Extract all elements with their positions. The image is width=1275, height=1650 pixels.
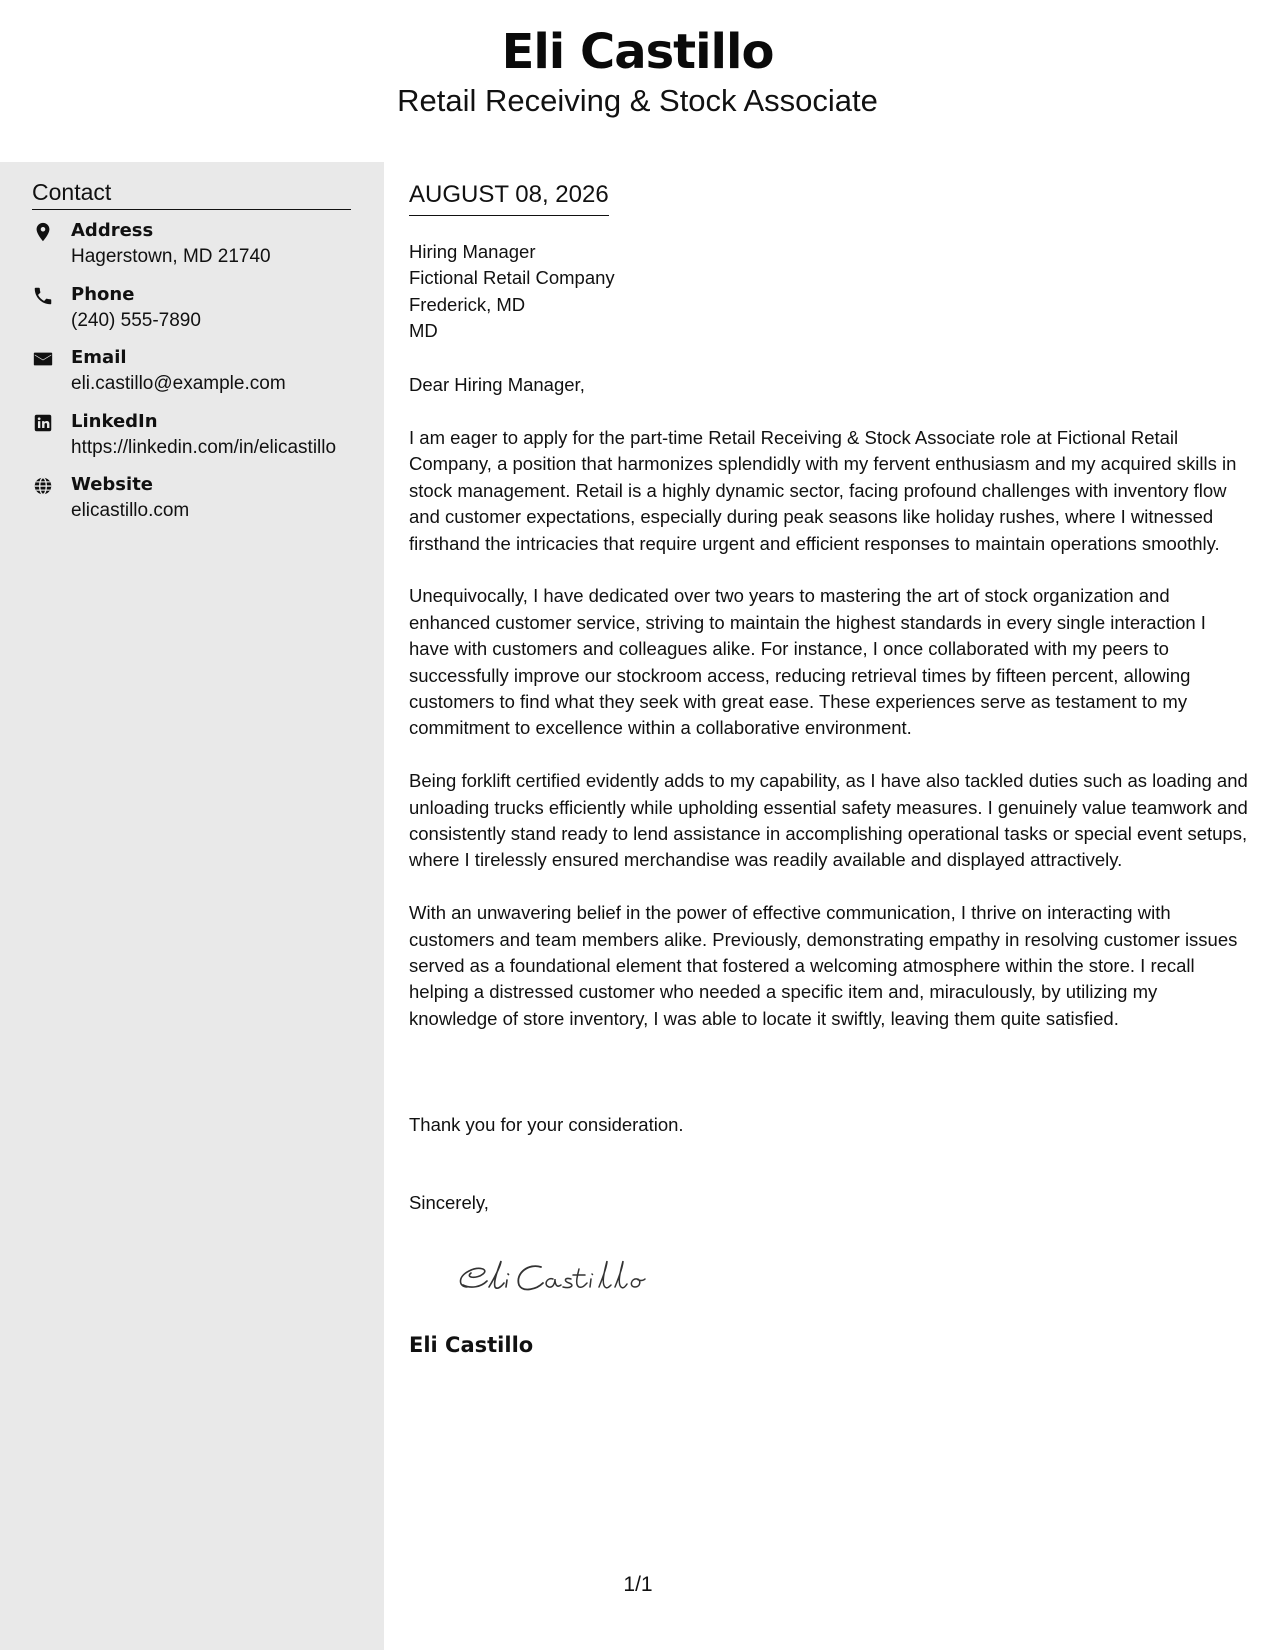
applicant-role: Retail Receiving & Stock Associate (397, 83, 878, 118)
linkedin-icon (32, 412, 54, 434)
envelope-icon (32, 348, 54, 370)
letter-paragraph: Unequivocally, I have dedicated over two years to mastering the art of stock organization and enhanced customer service, striving to maintain the highest standards in every single interaction I have with customers and colleagues alike. For instance, I once collaborated with my peers to successfully improve our stockroom access, reducing retrieval times by fifteen percent, allowing customers to find what they seek with great ease. These experiences serve as testament to my commitment to excellence within a collaborative environment. (409, 585, 1206, 739)
contact-item-phone (32, 282, 377, 346)
page-number: 1/1 (623, 1573, 653, 1596)
recipient-line: Frederick, MD (409, 293, 526, 315)
closing-line: Sincerely, (409, 1192, 489, 1213)
website-value[interactable]: elicastillo.com (71, 500, 190, 521)
letter-paragraphs (409, 425, 1249, 1059)
contact-item-email (32, 345, 377, 409)
phone-value[interactable]: (240) 555-7890 (71, 309, 201, 331)
globe-icon (32, 475, 54, 497)
letter-paragraph: With an unwavering belief in the power of effective communication, I thrive on interacting with customers and team members alike. Previously, demonstrating empathy in resolving customer issues served as a foundational element that fostered a welcoming atmosphere within the store. I recall helping a distressed customer who needed a specific item and, miraculously, by utilizing my knowledge of store inventory, I was able to locate it swiftly, leaving them quite satisfied. (409, 902, 1238, 1029)
salutation: Dear Hiring Manager, (409, 374, 585, 395)
recipient-line: Hiring Manager (409, 241, 536, 262)
letter-paragraph: I am eager to apply for the part-time Retail Receiving & Stock Associate role at Fictional Retail Company, a position that harmonizes splendidly with my fervent enthusiasm and my acquired skills in stock management. Retail is a highly dynamic sector, facing profound challenges with inventory flow and customer expectations, especially during peak seasons like holiday rushes, where I witnessed firsthand the intricacies that require urgent and efficient responses to maintain operations smoothly. (409, 427, 1237, 554)
recipient-line: Fictional Retail Company (409, 267, 615, 289)
contact-sidebar (0, 162, 384, 1650)
contact-item-website (32, 472, 377, 536)
contact-label: Phone (71, 283, 135, 305)
phone-icon (32, 285, 54, 307)
linkedin-value[interactable]: https://linkedin.com/in/elicastillo (71, 436, 337, 458)
signed-name: Eli Castillo (409, 1333, 534, 1357)
letter-date: AUGUST 08, 2026 (409, 178, 609, 216)
applicant-name: Eli Castillo (501, 24, 774, 80)
contact-label: Website (71, 474, 154, 495)
contact-label: LinkedIn (71, 410, 158, 432)
letter-paragraph: Being forklift certified evidently adds to my capability, as I have also tackled duties such as loading and unloading trucks efficiently while upholding essential safety measures. I genuinely value teamwork and consistently stand ready to lend assistance in accomplishing operational tasks or special event setups, where I tirelessly ensured merchandise was readily available and displayed attractively. (409, 770, 1248, 871)
contact-label: Address (71, 220, 154, 241)
thanks-line: Thank you for your consideration. (409, 1114, 684, 1135)
email-value[interactable]: eli.castillo@example.com (71, 373, 286, 394)
contact-label: Email (71, 347, 127, 368)
address-value: Hagerstown, MD 21740 (71, 246, 271, 267)
header (0, 0, 1275, 162)
contact-item-linkedin (32, 409, 377, 473)
recipient-line: MD (409, 319, 438, 341)
recipient-block (409, 239, 615, 344)
contact-item-address (32, 218, 377, 282)
contact-list (32, 218, 377, 536)
handwritten-signature (449, 1247, 649, 1307)
map-pin-icon (32, 221, 54, 243)
contact-title: Contact (32, 176, 351, 210)
